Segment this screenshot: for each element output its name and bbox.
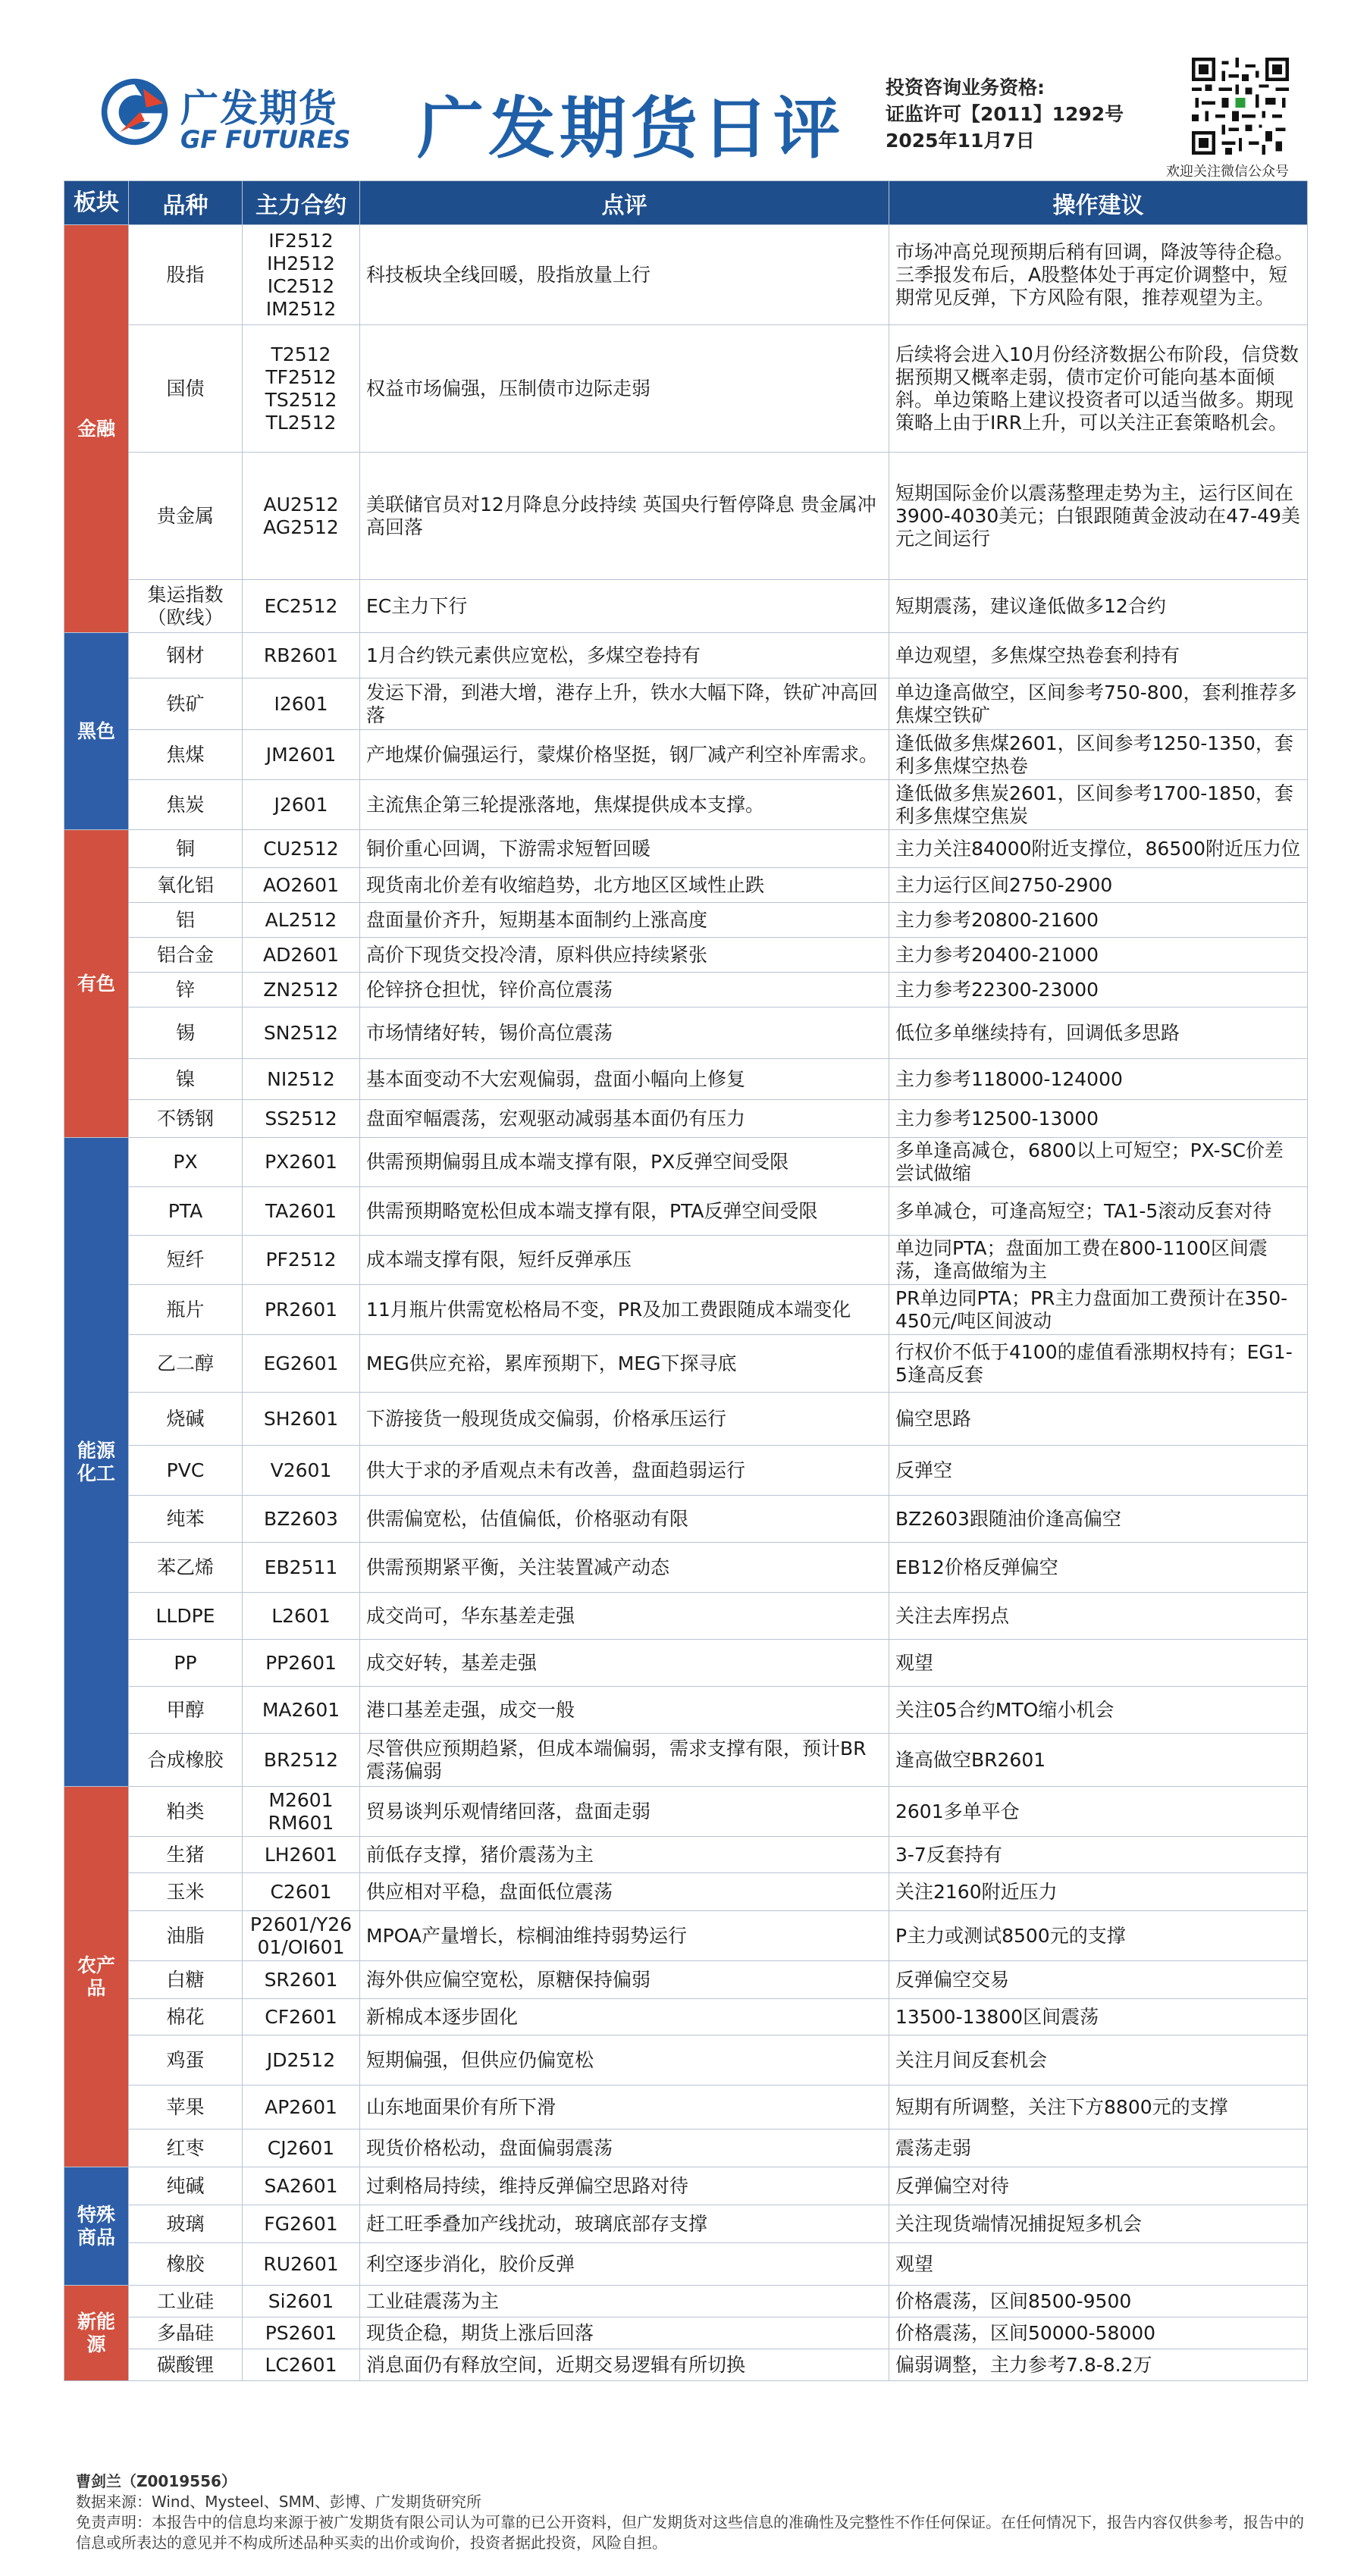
- contract-cell: TA2601: [243, 1187, 360, 1236]
- contract-cell: PR2601: [243, 1285, 360, 1335]
- advice-cell: 后续将会进入10月份经济数据公布阶段，信贷数据预期又概率走弱，债市定价可能向基本面倾斜。单边策略上建议投资者可以适当做多。期现策略上由于IRR上升，可以关注正套策略机会。: [889, 325, 1308, 453]
- comment-cell: 贸易谈判乐观情绪回落，盘面走弱: [360, 1787, 889, 1837]
- sector-cell: 新能源: [64, 2286, 129, 2381]
- advice-cell: 单边逢高做空，区间参考750-800，套利推荐多焦煤空铁矿: [889, 678, 1308, 730]
- variety-cell: 红枣: [129, 2129, 243, 2167]
- table-row: [64, 903, 1308, 938]
- variety-cell: 氧化铝: [129, 868, 243, 903]
- meta-line-date: 2025年11月7日: [886, 130, 1035, 152]
- table-row: [64, 730, 1308, 780]
- variety-cell: 短纤: [129, 1236, 243, 1285]
- advice-cell: 震荡走弱: [889, 2129, 1308, 2167]
- header-sector: 板块: [64, 181, 129, 225]
- contract-cell: SA2601: [243, 2167, 360, 2205]
- variety-cell: PP: [129, 1640, 243, 1687]
- contract-cell: V2601: [243, 1446, 360, 1496]
- contract-cell: AL2512: [243, 903, 360, 938]
- table-row: [64, 868, 1308, 903]
- variety-cell: 玻璃: [129, 2205, 243, 2243]
- table-row: [64, 1446, 1308, 1496]
- advice-cell: 低位多单继续持有，回调低多思路: [889, 1008, 1308, 1059]
- variety-cell: 粕类: [129, 1787, 243, 1837]
- advice-cell: 反弹空: [889, 1446, 1308, 1496]
- comment-cell: MPOA产量增长，棕榈油维持弱势运行: [360, 1911, 889, 1961]
- comment-cell: 成交尚可，华东基差走强: [360, 1593, 889, 1640]
- contract-cell: EC2512: [243, 580, 360, 633]
- table-row: [64, 1873, 1308, 1911]
- advice-cell: BZ2603跟随油价逢高偏空: [889, 1496, 1308, 1543]
- contract-cell: M2601 RM601: [243, 1787, 360, 1837]
- header-advice: 操作建议: [889, 181, 1308, 225]
- comment-cell: 供需预期略宽松但成本端支撑有限，PTA反弹空间受限: [360, 1187, 889, 1236]
- sector-cell: 有色: [64, 830, 129, 1138]
- comment-cell: 现货南北价差有收缩趋势，北方地区区域性止跌: [360, 868, 889, 903]
- comment-cell: 发运下滑，到港大增，港存上升，铁水大幅下降，铁矿冲高回落: [360, 678, 889, 730]
- contract-cell: Si2601: [243, 2286, 360, 2317]
- table-row: [64, 1999, 1308, 2035]
- comment-cell: 高价下现货交投冷清，原料供应持续紧张: [360, 938, 889, 973]
- sector-cell: 能源 化工: [64, 1138, 129, 1787]
- variety-cell: 瓶片: [129, 1285, 243, 1335]
- contract-cell: LH2601: [243, 1837, 360, 1873]
- comment-cell: 伦锌挤仓担忧，锌价高位震荡: [360, 973, 889, 1008]
- qualification-info: [886, 74, 1124, 154]
- advice-cell: 短期震荡，建议逢低做多12合约: [889, 580, 1308, 633]
- comment-cell: 现货企稳，期货上涨后回落: [360, 2317, 889, 2349]
- comment-cell: 供需预期偏弱且成本端支撑有限，PX反弹空间受限: [360, 1138, 889, 1187]
- table-row: [64, 1187, 1308, 1236]
- variety-cell: 棉花: [129, 1999, 243, 2035]
- advice-cell: 短期有所调整，关注下方8800元的支撑: [889, 2086, 1308, 2129]
- advice-cell: 主力参考118000-124000: [889, 1059, 1308, 1100]
- table-row: [64, 973, 1308, 1008]
- contract-cell: AD2601: [243, 938, 360, 973]
- advice-cell: 反弹偏空交易: [889, 1961, 1308, 1999]
- contract-cell: AO2601: [243, 868, 360, 903]
- comment-cell: 1月合约铁元素供应宽松，多煤空卷持有: [360, 633, 889, 678]
- variety-cell: 集运指数 （欧线）: [129, 580, 243, 633]
- contract-cell: CF2601: [243, 1999, 360, 2035]
- advice-cell: 主力运行区间2750-2900: [889, 868, 1308, 903]
- table-row: [64, 1593, 1308, 1640]
- table-row: [64, 2243, 1308, 2286]
- variety-cell: 工业硅: [129, 2286, 243, 2317]
- table-row: [64, 2205, 1308, 2243]
- variety-cell: 焦煤: [129, 730, 243, 780]
- contract-cell: SR2601: [243, 1961, 360, 1999]
- variety-cell: 铝: [129, 903, 243, 938]
- variety-cell: 钢材: [129, 633, 243, 678]
- table-row: [64, 2317, 1308, 2349]
- table-row: [64, 580, 1308, 633]
- comment-cell: 供需预期紧平衡，关注装置减产动态: [360, 1543, 889, 1593]
- table-row: [64, 1911, 1308, 1961]
- contract-cell: BR2512: [243, 1734, 360, 1787]
- table-row: [64, 1787, 1308, 1837]
- variety-cell: 甲醇: [129, 1687, 243, 1734]
- variety-cell: 多晶硅: [129, 2317, 243, 2349]
- table-row: [64, 2035, 1308, 2086]
- meta-line-qualification: 投资咨询业务资格:: [886, 77, 1045, 99]
- contract-cell: PF2512: [243, 1236, 360, 1285]
- table-row: [64, 1236, 1308, 1285]
- sector-cell: 特殊 商品: [64, 2167, 129, 2286]
- advice-cell: 行权价不低于4100的虚值看涨期权持有；EG1-5逢高反套: [889, 1335, 1308, 1393]
- variety-cell: 鸡蛋: [129, 2035, 243, 2086]
- variety-cell: 锌: [129, 973, 243, 1008]
- variety-cell: 合成橡胶: [129, 1734, 243, 1787]
- header-contract: 主力合约: [243, 181, 360, 225]
- comment-cell: 工业硅震荡为主: [360, 2286, 889, 2317]
- table-row: [64, 1285, 1308, 1335]
- advice-cell: 价格震荡，区间8500-9500: [889, 2286, 1308, 2317]
- contract-cell: J2601: [243, 780, 360, 830]
- table-row: [64, 1138, 1308, 1187]
- contract-cell: I2601: [243, 678, 360, 730]
- table-row: [64, 2349, 1308, 2381]
- variety-cell: 苹果: [129, 2086, 243, 2129]
- table-row: [64, 1059, 1308, 1100]
- advice-cell: 偏弱调整，主力参考7.8-8.2万: [889, 2349, 1308, 2381]
- comment-cell: 现货价格松动，盘面偏弱震荡: [360, 2129, 889, 2167]
- advice-cell: 单边同PTA；盘面加工费在800-1100区间震荡，逢高做缩为主: [889, 1236, 1308, 1285]
- table-row: [64, 2167, 1308, 2205]
- contract-cell: BZ2603: [243, 1496, 360, 1543]
- comment-cell: 市场情绪好转，锡价高位震荡: [360, 1008, 889, 1059]
- table-row: [64, 1961, 1308, 1999]
- author-line: 曹剑兰（Z0019556）: [76, 2472, 237, 2490]
- advice-cell: 主力参考20400-21000: [889, 938, 1308, 973]
- comment-cell: 产地煤价偏强运行，蒙煤价格坚挺，钢厂减产利空补库需求。: [360, 730, 889, 780]
- table-row: [64, 2129, 1308, 2167]
- comment-cell: 盘面窄幅震荡，宏观驱动减弱基本面仍有压力: [360, 1100, 889, 1138]
- advice-cell: 逢高做空BR2601: [889, 1734, 1308, 1787]
- commodity-review-table: [64, 180, 1308, 2381]
- table-row: [64, 1100, 1308, 1138]
- contract-cell: MA2601: [243, 1687, 360, 1734]
- advice-cell: P主力或测试8500元的支撑: [889, 1911, 1308, 1961]
- table-body: [64, 225, 1308, 2381]
- comment-cell: 短期偏强，但供应仍偏宽松: [360, 2035, 889, 2086]
- comment-cell: 赶工旺季叠加产线扰动，玻璃底部存支撑: [360, 2205, 889, 2243]
- table-row: [64, 830, 1308, 868]
- variety-cell: 焦炭: [129, 780, 243, 830]
- sector-cell: 农产品: [64, 1787, 129, 2167]
- advice-cell: 单边观望，多焦煤空热卷套利持有: [889, 633, 1308, 678]
- contract-cell: SH2601: [243, 1393, 360, 1446]
- advice-cell: 3-7反套持有: [889, 1837, 1308, 1873]
- comment-cell: 科技板块全线回暖，股指放量上行: [360, 225, 889, 325]
- contract-cell: C2601: [243, 1873, 360, 1911]
- comment-cell: 利空逐步消化，胶价反弹: [360, 2243, 889, 2286]
- advice-cell: 13500-13800区间震荡: [889, 1999, 1308, 2035]
- advice-cell: 2601多单平仓: [889, 1787, 1308, 1837]
- variety-cell: 碳酸锂: [129, 2349, 243, 2381]
- advice-cell: 反弹偏空对待: [889, 2167, 1308, 2205]
- comment-cell: 下游接货一般现货成交偏弱，价格承压运行: [360, 1393, 889, 1446]
- contract-cell: PS2601: [243, 2317, 360, 2349]
- table-row: [64, 1335, 1308, 1393]
- contract-cell: AP2601: [243, 2086, 360, 2129]
- variety-cell: 生猪: [129, 1837, 243, 1873]
- table-row: [64, 1837, 1308, 1873]
- contract-cell: NI2512: [243, 1059, 360, 1100]
- contract-cell: CU2512: [243, 830, 360, 868]
- variety-cell: PTA: [129, 1187, 243, 1236]
- comment-cell: 供需偏宽松，估值偏低，价格驱动有限: [360, 1496, 889, 1543]
- comment-cell: 供大于求的矛盾观点未有改善，盘面趋弱运行: [360, 1446, 889, 1496]
- table-row: [64, 2086, 1308, 2129]
- contract-cell: ZN2512: [243, 973, 360, 1008]
- table-row: [64, 1640, 1308, 1687]
- sector-cell: 黑色: [64, 633, 129, 830]
- advice-cell: 多单减仓，可逢高短空；TA1-5滚动反套对待: [889, 1187, 1308, 1236]
- advice-cell: 逢低做多焦煤2601，区间参考1250-1350，套利多焦煤空热卷: [889, 730, 1308, 780]
- variety-cell: 镍: [129, 1059, 243, 1100]
- variety-cell: PX: [129, 1138, 243, 1187]
- comment-cell: EC主力下行: [360, 580, 889, 633]
- gf-futures-logo: [99, 72, 349, 163]
- variety-cell: 苯乙烯: [129, 1543, 243, 1593]
- variety-cell: 不锈钢: [129, 1100, 243, 1138]
- variety-cell: 贵金属: [129, 453, 243, 580]
- advice-cell: 关注去库拐点: [889, 1593, 1308, 1640]
- advice-cell: 主力参考12500-13000: [889, 1100, 1308, 1138]
- variety-cell: 纯苯: [129, 1496, 243, 1543]
- comment-cell: 权益市场偏强，压制债市边际走弱: [360, 325, 889, 453]
- table-row: [64, 1734, 1308, 1787]
- advice-cell: 市场冲高兑现预期后稍有回调，降波等待企稳。三季报发布后，A股整体处于再定价调整中，短期常见反弹，下方风险有限，推荐观望为主。: [889, 225, 1308, 325]
- advice-cell: 主力关注84000附近支撑位，86500附近压力位: [889, 830, 1308, 868]
- contract-cell: JD2512: [243, 2035, 360, 2086]
- comment-cell: 铜价重心回调，下游需求短暂回暖: [360, 830, 889, 868]
- data-source-line: 数据来源：Wind、Mysteel、SMM、彭博、广发期货研究所: [76, 2493, 481, 2511]
- table-row: [64, 1496, 1308, 1543]
- table-header-row: [64, 181, 1308, 225]
- table-row: [64, 633, 1308, 678]
- variety-cell: 锡: [129, 1008, 243, 1059]
- comment-cell: 山东地面果价有所下滑: [360, 2086, 889, 2129]
- contract-cell: SN2512: [243, 1008, 360, 1059]
- report-footer: [76, 2471, 1304, 2553]
- contract-cell: T2512 TF2512 TS2512 TL2512: [243, 325, 360, 453]
- table-row: [64, 938, 1308, 973]
- contract-cell: EB2511: [243, 1543, 360, 1593]
- variety-cell: 铝合金: [129, 938, 243, 973]
- contract-cell: EG2601: [243, 1335, 360, 1393]
- contract-cell: LC2601: [243, 2349, 360, 2381]
- sector-cell: 金融: [64, 225, 129, 633]
- advice-cell: 偏空思路: [889, 1393, 1308, 1446]
- contract-cell: IF2512 IH2512 IC2512 IM2512: [243, 225, 360, 325]
- comment-cell: 过剩格局持续，维持反弹偏空思路对待: [360, 2167, 889, 2205]
- comment-cell: 港口基差走强，成交一般: [360, 1687, 889, 1734]
- advice-cell: 主力参考20800-21600: [889, 903, 1308, 938]
- contract-cell: P2601/Y26 01/OI601: [243, 1911, 360, 1961]
- comment-cell: 海外供应偏空宽松，原糖保持偏弱: [360, 1961, 889, 1999]
- comment-cell: 11月瓶片供需宽松格局不变，PR及加工费跟随成本端变化: [360, 1285, 889, 1335]
- advice-cell: 多单逢高减仓，6800以上可短空；PX-SC价差尝试做缩: [889, 1138, 1308, 1187]
- advice-cell: 价格震荡，区间50000-58000: [889, 2317, 1308, 2349]
- header-variety: 品种: [129, 181, 243, 225]
- contract-cell: JM2601: [243, 730, 360, 780]
- advice-cell: 关注05合约MTO缩小机会: [889, 1687, 1308, 1734]
- comment-cell: 前低存支撑，猪价震荡为主: [360, 1837, 889, 1873]
- variety-cell: PVC: [129, 1446, 243, 1496]
- advice-cell: EB12价格反弹偏空: [889, 1543, 1308, 1593]
- advice-cell: 观望: [889, 2243, 1308, 2286]
- report-title: 广发期货日评: [417, 89, 845, 168]
- contract-cell: CJ2601: [243, 2129, 360, 2167]
- qr-caption: 欢迎关注微信公众号: [1166, 164, 1289, 180]
- comment-cell: 新棉成本逐步固化: [360, 1999, 889, 2035]
- gf-logo-icon: [99, 76, 171, 148]
- advice-cell: 关注现货端情况捕捉短多机会: [889, 2205, 1308, 2243]
- variety-cell: 铜: [129, 830, 243, 868]
- table-row: [64, 1393, 1308, 1446]
- comment-cell: 消息面仍有释放空间，近期交易逻辑有所切换: [360, 2349, 889, 2381]
- contract-cell: PX2601: [243, 1138, 360, 1187]
- table-row: [64, 453, 1308, 580]
- advice-cell: 短期国际金价以震荡整理走势为主，运行区间在3900-4030美元；白银跟随黄金波动在47-49美元之间运行: [889, 453, 1308, 580]
- logo-english-text: GF FUTURES: [180, 125, 351, 154]
- comment-cell: 成交好转，基差走强: [360, 1640, 889, 1687]
- comment-cell: 主流焦企第三轮提涨落地，焦煤提供成本支撑。: [360, 780, 889, 830]
- advice-cell: 主力参考22300-23000: [889, 973, 1308, 1008]
- comment-cell: 美联储官员对12月降息分歧持续 英国央行暂停降息 贵金属冲高回落: [360, 453, 889, 580]
- variety-cell: LLDPE: [129, 1593, 243, 1640]
- table-row: [64, 325, 1308, 453]
- contract-cell: RU2601: [243, 2243, 360, 2286]
- table-row: [64, 1008, 1308, 1059]
- contract-cell: L2601: [243, 1593, 360, 1640]
- header-comment: 点评: [360, 181, 889, 225]
- table-row: [64, 225, 1308, 325]
- variety-cell: 股指: [129, 225, 243, 325]
- qr-code-icon: [1192, 58, 1289, 155]
- report-header: [0, 0, 1370, 178]
- variety-cell: 白糖: [129, 1961, 243, 1999]
- logo-chinese-text: 广发期货: [180, 86, 338, 130]
- comment-cell: 成本端支撑有限，短纤反弹承压: [360, 1236, 889, 1285]
- advice-cell: 观望: [889, 1640, 1308, 1687]
- contract-cell: RB2601: [243, 633, 360, 678]
- variety-cell: 纯碱: [129, 2167, 243, 2205]
- table-row: [64, 780, 1308, 830]
- advice-cell: 关注2160附近压力: [889, 1873, 1308, 1911]
- comment-cell: 供应相对平稳，盘面低位震荡: [360, 1873, 889, 1911]
- comment-cell: 尽管供应预期趋紧，但成本端偏弱，需求支撑有限，预计BR震荡偏弱: [360, 1734, 889, 1787]
- contract-cell: AU2512 AG2512: [243, 453, 360, 580]
- table-row: [64, 2286, 1308, 2317]
- contract-cell: FG2601: [243, 2205, 360, 2243]
- variety-cell: 油脂: [129, 1911, 243, 1961]
- disclaimer-text: 免责声明：本报告中的信息均来源于被广发期货有限公司认为可靠的已公开资料，但广发期货对这些信息的准确性及完整性不作任何保证。在任何情况下，报告内容仅供参考，报告中的信息或所表达的意见并不构成所述品种买卖的出价或询价，投资者据此投资，风险自担。: [76, 2513, 1304, 2552]
- table-row: [64, 1687, 1308, 1734]
- contract-cell: SS2512: [243, 1100, 360, 1138]
- advice-cell: 关注月间反套机会: [889, 2035, 1308, 2086]
- variety-cell: 橡胶: [129, 2243, 243, 2286]
- contract-cell: PP2601: [243, 1640, 360, 1687]
- comment-cell: MEG供应充裕，累库预期下，MEG下探寻底: [360, 1335, 889, 1393]
- variety-cell: 乙二醇: [129, 1335, 243, 1393]
- variety-cell: 玉米: [129, 1873, 243, 1911]
- variety-cell: 铁矿: [129, 678, 243, 730]
- meta-line-license: 证监许可【2011】1292号: [886, 103, 1124, 125]
- table-row: [64, 1543, 1308, 1593]
- variety-cell: 烧碱: [129, 1393, 243, 1446]
- variety-cell: 国债: [129, 325, 243, 453]
- advice-cell: 逢低做多焦炭2601，区间参考1700-1850，套利多焦煤空焦炭: [889, 780, 1308, 830]
- comment-cell: 盘面量价齐升，短期基本面制约上涨高度: [360, 903, 889, 938]
- table-row: [64, 678, 1308, 730]
- advice-cell: PR单边同PTA；PR主力盘面加工费预计在350-450元/吨区间波动: [889, 1285, 1308, 1335]
- comment-cell: 基本面变动不大宏观偏弱，盘面小幅向上修复: [360, 1059, 889, 1100]
